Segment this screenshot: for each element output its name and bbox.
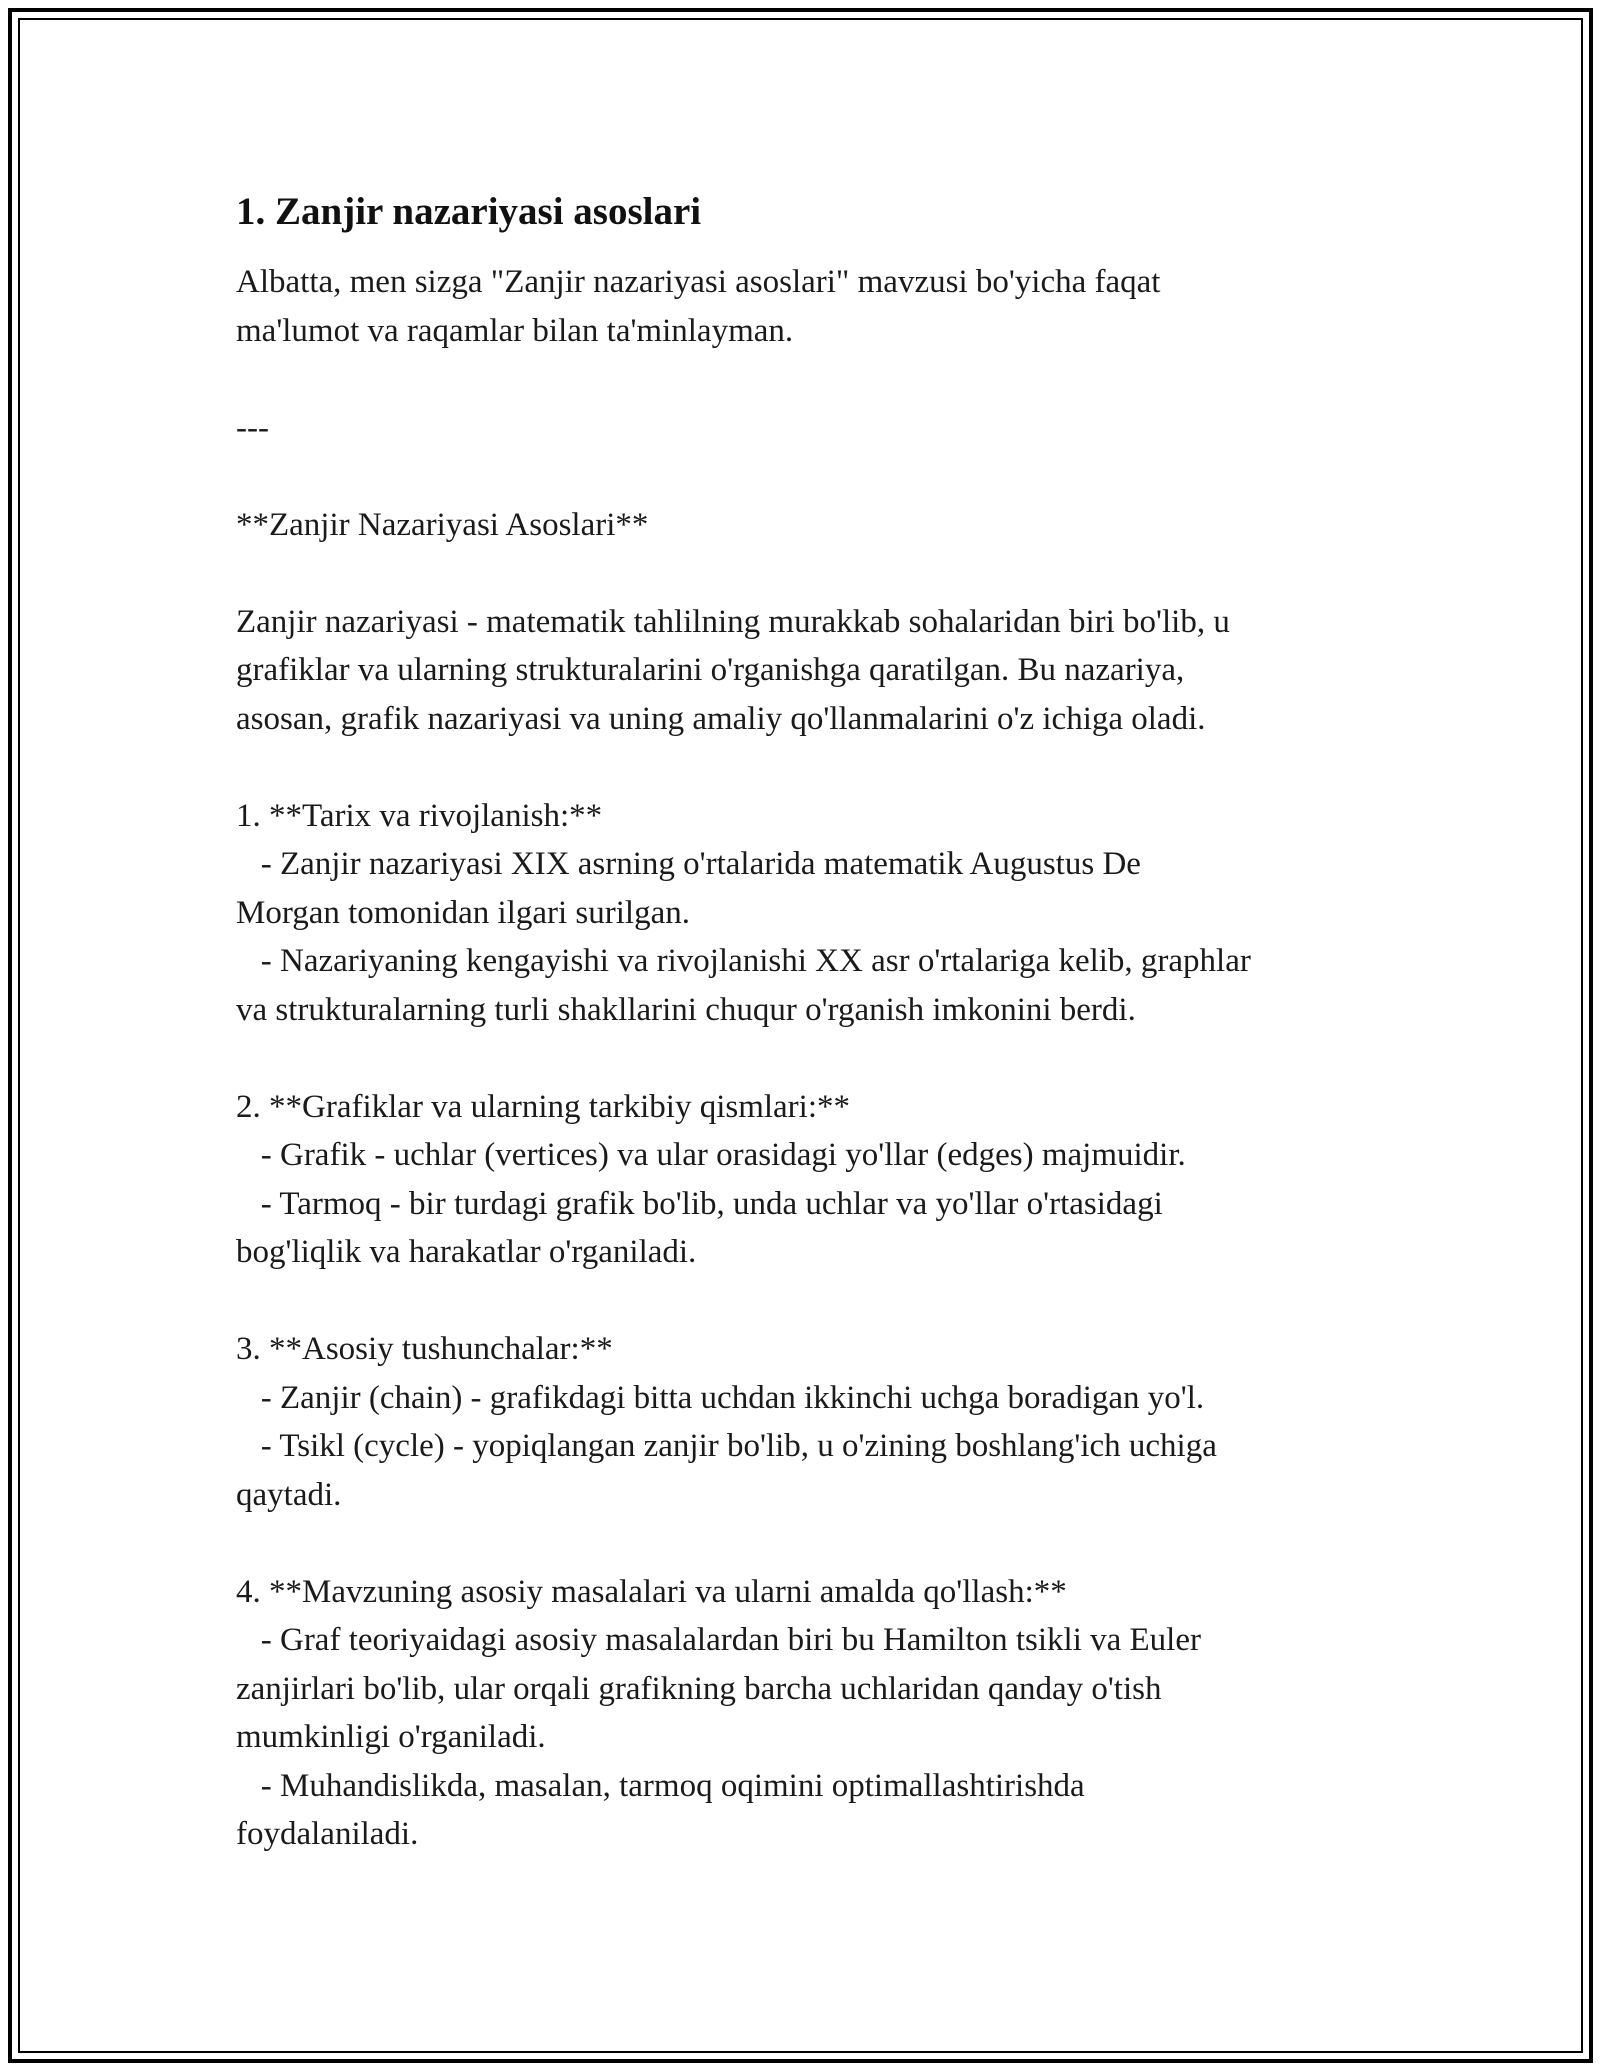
text-line: - Tarmoq - bir turdagi grafik bo'lib, unda uchlar va yo'llar o'rtasidagi — [236, 1185, 1163, 1222]
text-line: qaytadi. — [236, 1476, 342, 1513]
text-line: zanjirlari bo'lib, ular orqali grafikning barcha uchlaridan qanday o'tish — [236, 1670, 1162, 1707]
text-line: - Zanjir (chain) - grafikdagi bitta uchdan ikkinchi uchga boradigan yo'l. — [236, 1379, 1205, 1416]
blank-line — [236, 1277, 1396, 1326]
text-line: foydalaniladi. — [236, 1816, 419, 1852]
document-text — [236, 258, 1396, 1859]
document-body — [236, 188, 1396, 1859]
text-line: - Grafik - uchlar (vertices) va ular orasidagi yo'llar (edges) majmuidir. — [236, 1137, 1186, 1173]
blank-line — [236, 452, 1396, 501]
text-line: **Zanjir Nazariyasi Asoslari** — [236, 506, 649, 543]
blank-line — [236, 549, 1396, 598]
text-line: ma'lumot va raqamlar bilan ta'minlayman. — [236, 312, 794, 349]
text-line: - Muhandislikda, masalan, tarmoq oqimini optimallashtirishda — [236, 1767, 1085, 1804]
text-line: 3. **Asosiy tushunchalar:** — [236, 1331, 613, 1367]
text-line: - Tsikl (cycle) - yopiqlangan zanjir bo'lib, u o'zining boshlang'ich uchiga — [236, 1428, 1217, 1464]
text-line: asosan, grafik nazariyasi va uning amaliy qo'llanmalarini o'z ichiga oladi. — [236, 700, 1206, 737]
text-line: bog'liqlik va harakatlar o'rganiladi. — [236, 1234, 697, 1270]
text-line: Morgan tomonidan ilgari surilgan. — [236, 894, 690, 931]
text-line: grafiklar va ularning strukturalarini o'rganishga qaratilgan. Bu nazariya, — [236, 652, 1185, 688]
blank-line — [236, 1034, 1396, 1083]
text-line: mumkinligi o'rganiladi. — [236, 1719, 546, 1755]
blank-line — [236, 355, 1396, 404]
text-line: va strukturalarning turli shakllarini chuqur o'rganish imkonini berdi. — [236, 991, 1136, 1028]
text-line: 2. **Grafiklar va ularning tarkibiy qismlari:** — [236, 1088, 851, 1125]
text-line: Albatta, men sizga "Zanjir nazariyasi asoslari" mavzusi bo'yicha faqat — [236, 264, 1161, 300]
text-line: - Graf teoriyaidagi asosiy masalalardan biri bu Hamilton tsikli va Euler — [236, 1622, 1201, 1658]
text-line: Zanjir nazariyasi - matematik tahlilning murakkab sohalaridan biri bo'lib, u — [236, 603, 1230, 640]
text-line: - Zanjir nazariyasi XIX asrning o'rtalarida matematik Augustus De — [236, 846, 1141, 882]
blank-line — [236, 1519, 1396, 1568]
text-line: --- — [236, 409, 269, 446]
text-line: 1. **Tarix va rivojlanish:** — [236, 797, 603, 834]
text-line: 4. **Mavzuning asosiy masalalari va ularni amalda qo'llash:** — [236, 1573, 1067, 1610]
blank-line — [236, 743, 1396, 792]
document-title: 1. Zanjir nazariyasi asoslari — [236, 190, 702, 233]
text-line: - Nazariyaning kengayishi va rivojlanishi XX asr o'rtalariga kelib, graphlar — [236, 943, 1251, 979]
